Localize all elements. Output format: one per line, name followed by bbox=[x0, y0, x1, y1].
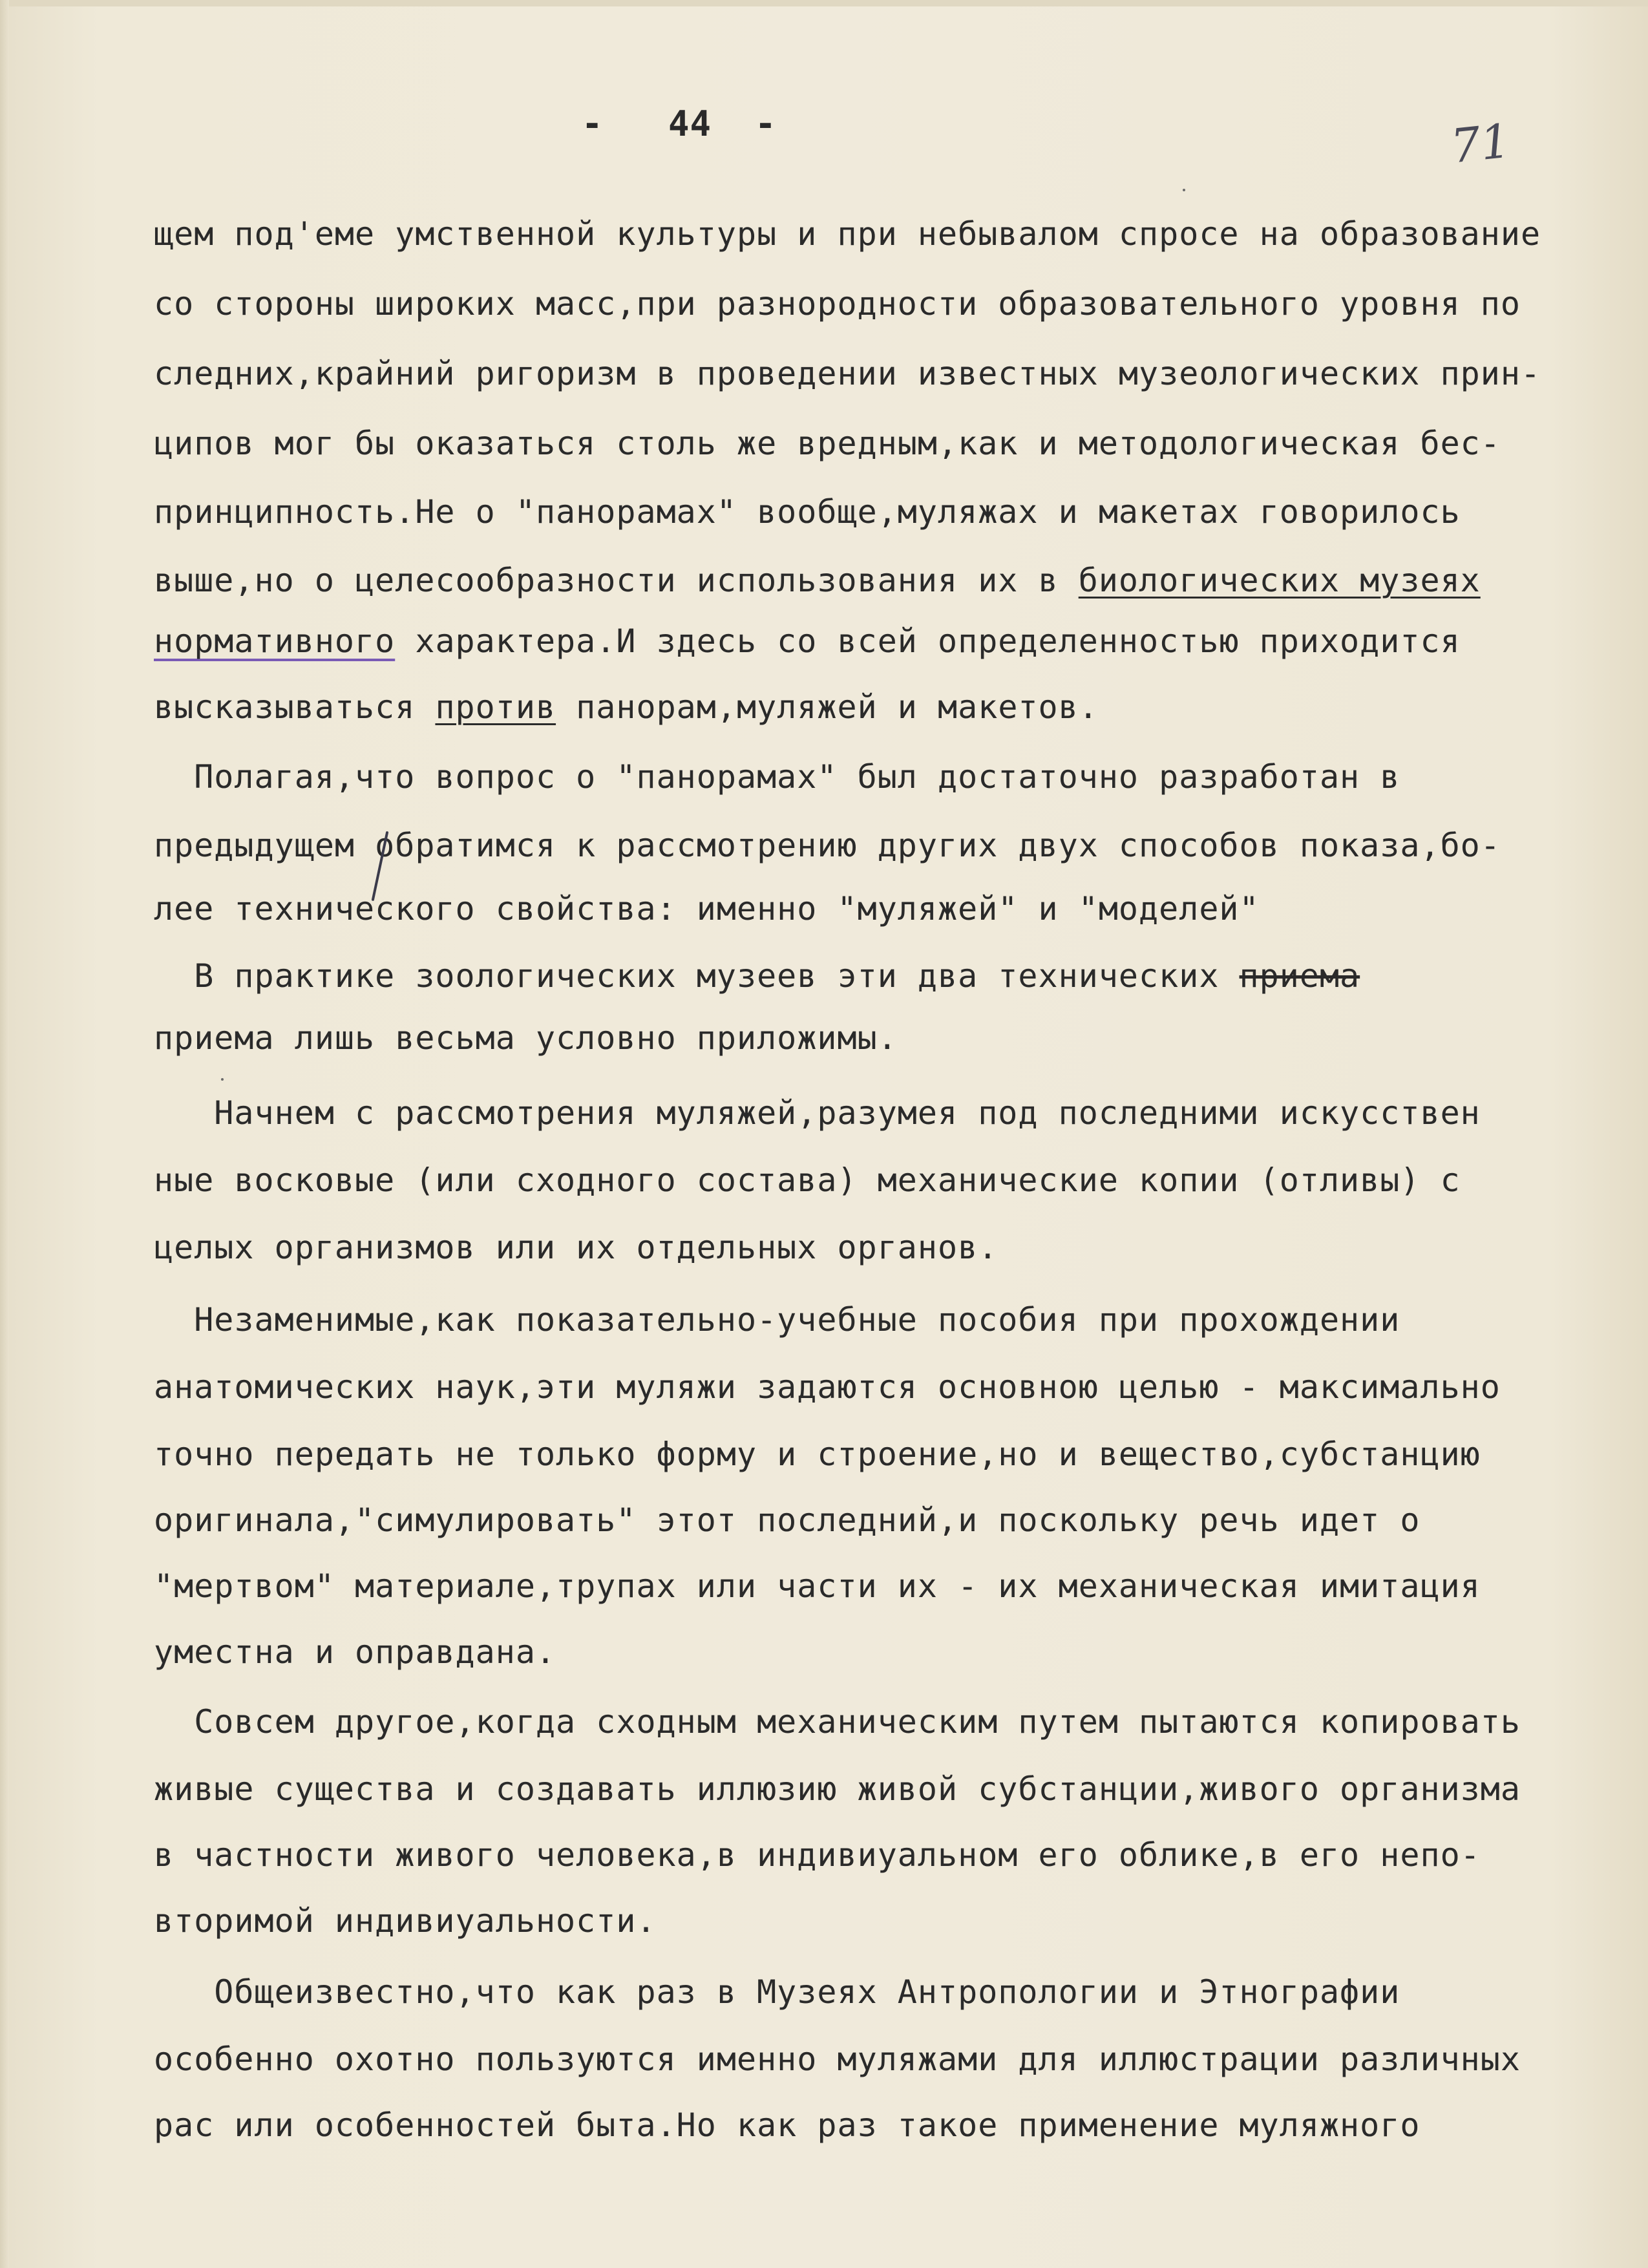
text-line-18: анатомических наук,эти муляжи задаются основною целью - максимально bbox=[154, 1368, 1501, 1406]
text-line-23: Совсем другое,когда сходным механическим путем пытаются копировать bbox=[154, 1703, 1521, 1741]
text-line-10: предыдущем обратимся к рассмотрению других двух способов показа,бо- bbox=[154, 827, 1501, 864]
violet-underlined-word: нормативного bbox=[154, 622, 396, 660]
page-number: - 44 - bbox=[582, 103, 777, 144]
text-line-1: щем под'еме умственной культуры и при небывалом спросе на образование bbox=[154, 215, 1541, 253]
struck-out-word: приема bbox=[1239, 957, 1360, 995]
text-line-19: точно передать не только форму и строение,но и вещество,субстанцию bbox=[154, 1436, 1481, 1473]
text-line-7 bbox=[154, 622, 1461, 661]
text-line-14: Начнем с рассмотрения муляжей,разумея под последними искусствен bbox=[154, 1094, 1481, 1132]
text-run: высказываться bbox=[154, 688, 436, 726]
text-line-27: Общеизвестно,что как раз в Музеях Антропологии и Этнографии bbox=[154, 1973, 1400, 2011]
text-line-8 bbox=[154, 688, 1099, 726]
ink-speck bbox=[1183, 189, 1185, 191]
text-line-26: вторимой индивиуальности. bbox=[154, 1902, 657, 1940]
underlined-phrase: биологических музеях bbox=[1078, 562, 1481, 599]
text-line-4: ципов мог бы оказаться столь же вредным,как и методологическая бес- bbox=[154, 425, 1501, 462]
text-run: характера.И здесь со всей определенностью приходится bbox=[395, 622, 1461, 660]
text-line-11: лее технического свойства: именно "муляжей" и "моделей" bbox=[154, 890, 1260, 927]
text-line-22: уместна и оправдана. bbox=[154, 1633, 556, 1671]
text-line-15: ные восковые (или сходного состава) механические копии (отливы) с bbox=[154, 1161, 1461, 1199]
text-line-24: живые существа и создавать иллюзию живой субстанции,живого организма bbox=[154, 1770, 1521, 1808]
text-run: панорам,муляжей и макетов. bbox=[556, 688, 1099, 726]
text-line-17: Незаменимые,как показательно-учебные пособия при прохождении bbox=[154, 1301, 1400, 1339]
text-run: выше,но о целесообразности использования их в bbox=[154, 562, 1079, 599]
underlined-word: против bbox=[435, 688, 556, 726]
text-line-2: со стороны широких масс,при разнородности образовательного уровня по bbox=[154, 285, 1521, 323]
text-line-21: "мертвом" материале,трупах или части их - их механическая имитация bbox=[154, 1567, 1481, 1605]
text-run: В практике зоологических музеев эти два технических bbox=[154, 957, 1240, 995]
text-line-13: приема лишь весьма условно приложимы. bbox=[154, 1019, 898, 1057]
text-line-29: рас или особенностей быта.Но как раз такое применение муляжного bbox=[154, 2106, 1421, 2144]
text-line-5: принципность.Не о "панорамах" вообще,муляжах и макетах говорилось bbox=[154, 493, 1461, 531]
text-line-16: целых организмов или их отдельных органов. bbox=[154, 1229, 998, 1266]
text-line-28: особенно охотно пользуются именно муляжами для иллюстрации различных bbox=[154, 2040, 1521, 2078]
text-line-20: оригинала,"симулировать" этот последний,и поскольку речь идет о bbox=[154, 1501, 1421, 1539]
text-line-6 bbox=[154, 561, 1481, 600]
text-line-9: Полагая,что вопрос о "панорамах" был достаточно разработан в bbox=[154, 758, 1400, 796]
archive-folio-number: 71 bbox=[1448, 113, 1513, 174]
text-line-25: в частности живого человека,в индивиуальном его облике,в его непо- bbox=[154, 1836, 1481, 1874]
ink-speck bbox=[221, 1078, 224, 1081]
page-edge-left bbox=[0, 0, 9, 2268]
text-line-12 bbox=[154, 957, 1360, 995]
page-edge-top bbox=[0, 0, 1648, 6]
text-line-3: следних,крайний ригоризм в проведении известных музеологических прин- bbox=[154, 355, 1541, 392]
